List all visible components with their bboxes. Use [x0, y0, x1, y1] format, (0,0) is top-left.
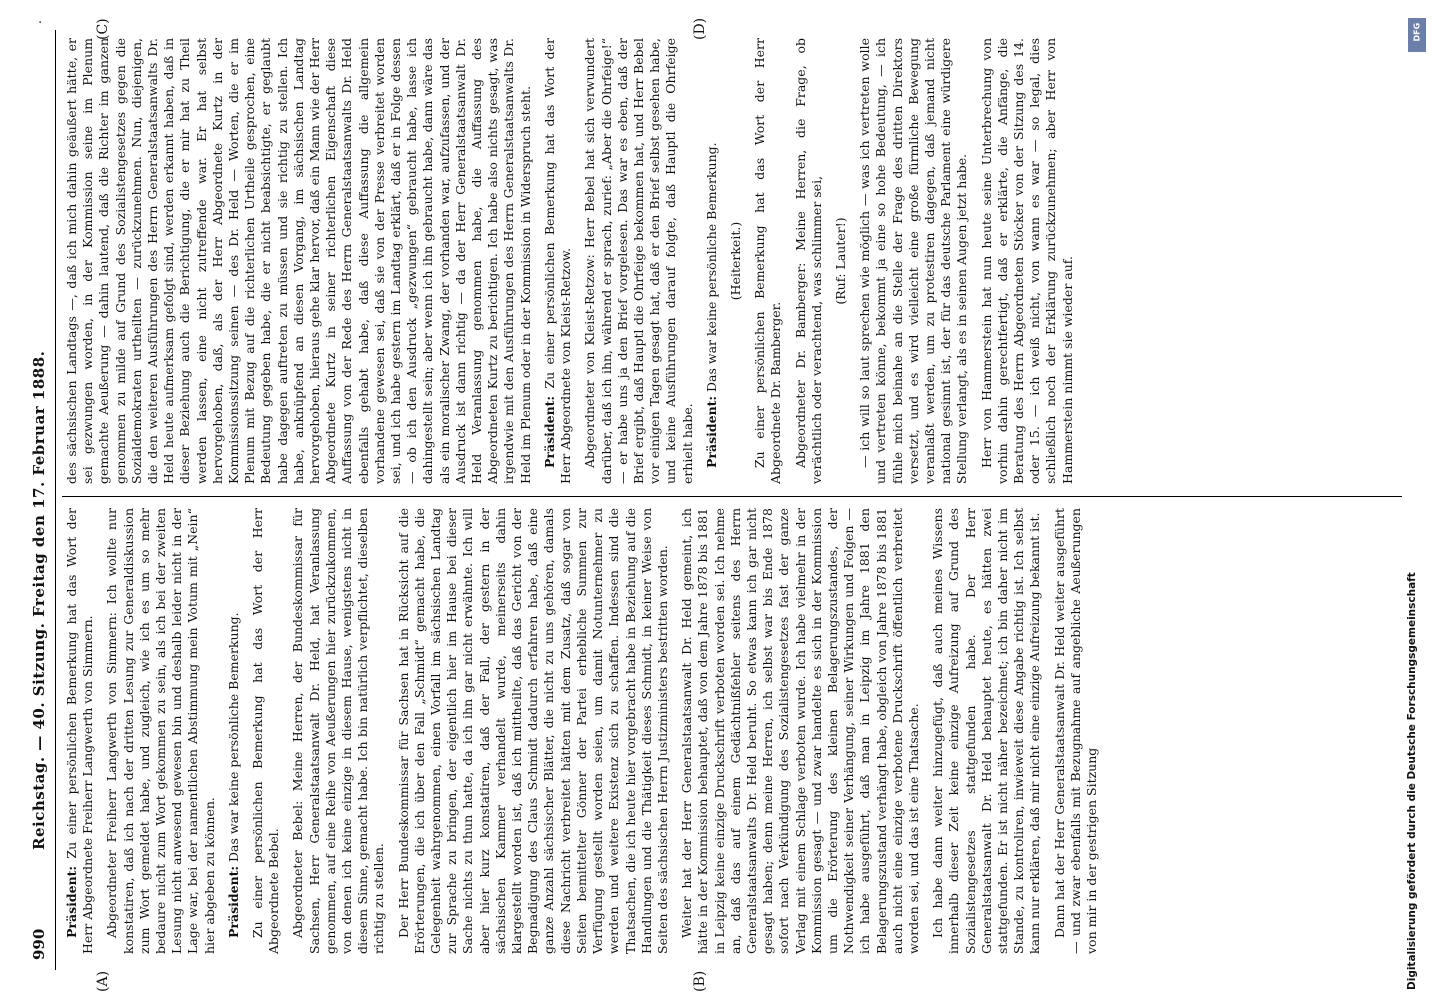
paragraph: [64, 508, 96, 954]
paragraph: Abgeordneter Dr. Bamberger: Meine Herren, die Frage, ob verächtlich oder verachtend, was schlimmer sei,: [792, 38, 824, 484]
paragraph: [704, 38, 720, 484]
paragraph: Der Herr Bundeskommissar für Sachsen hat in Rücksicht auf die Erörterungen, die ich über den Fall „Schmidt“ gemacht habe, die Gelegenheit wahrgenommen, einen Vorfall im sächsischen Landtag zur Sprache zu bringen, der eigentlich hier im Hause bei dieser Sache nichts zu thun hatte, da ich ihn gar nicht erwähnte. Ich will aber hier kurz konstatiren, daß der Fall, der gestern in der sächsischen Kammer verhandelt wurde, meinerseits dahin klargestellt worden ist, daß ich mittheilte, daß das Gericht von der Begnadigung des Claus Schmidt dadurch erfahren habe, daß eine ganze Anzahl sächsischer Blätter, die nicht zu uns gehören, damals diese Nachricht verbreitet hätten mit dem Zusatz, daß sogar von Seiten bemittelter Gönner der Partei erhebliche Summen zur Verfügung gestellt worden seien, um damit Notunternehmer zu werden und weitere Existenz sich zu schaffen. Indessen sind die Thatsachen, die ich heute hier vorgebracht habe in Beziehung auf die Handlungen und die Thätigkeit dieses Schmidt, in keiner Weise von Seiten des sächsischen Herrn Justizministers bestritten worden.: [395, 508, 670, 954]
page-title: Reichstag. — 40. Sitzung. Freitag den 17. Februar 1888.: [30, 350, 48, 850]
margin-mark-a: (A): [95, 970, 111, 992]
margin-mark-c: (C): [95, 18, 111, 40]
paragraph: Ich habe dann weiter hinzugefügt, daß auch meines Wissens innerhalb dieser Zeit keine einzige Aufreizung auf Grund des Sozialistengesetzes stattgefunden habe. Der Herr Generalstaatsanwalt Dr. Held behauptet heute, es hätten zwei stattgefunden. Er ist nicht näher bezeichnet; ich bin daher nicht im Stande, zu kontroliren, inwieweit diese Angabe richtig ist. Ich selbst kann nur erklären, daß mir nicht eine einzige Aufreizung bekannt ist.: [930, 508, 1043, 954]
header-mark: .: [30, 20, 45, 25]
column-divider: [62, 496, 1402, 497]
paragraph: [542, 38, 574, 484]
page-number: 990: [30, 928, 48, 960]
left-column: [64, 508, 1394, 954]
paragraph-text: Das war keine persönliche Bemerkung.: [225, 612, 241, 866]
speaker-label: Präsident:: [703, 395, 719, 468]
speaker-label: Präsident:: [64, 865, 79, 938]
speaker-label: Präsident:: [225, 865, 241, 938]
header-rule: [55, 30, 56, 970]
margin-mark-d: (D): [692, 17, 708, 40]
paragraph: — ich will so laut sprechen wie möglich — was ich vertreten wolle und vertreten könne, bekommt ja eine so hohe Bedeutung, — ich fühle mich beinahe an die Stelle der Frage des dritten Direktors versetzt, und es wird vielleicht eine große fürmliche Bewegung veranlaßt werden, um zu protestiren dagegen, daß jemand nicht national gesinnt ist, der für das deutsche Parlament eine würdigere Stellung verlangt, als es in seinen Augen jetzt habe.: [857, 38, 970, 484]
paragraph: Zu einer persönlichen Bemerkung hat das Wort der Herr Abgeordnete Dr. Bamberger.: [752, 38, 784, 484]
paragraph: des sächsischen Landtags —, daß ich mich dahin geäußert hätte, er sei gezwungen worden, in der Kommission seine im Plenum gemachte Aeußerung — dahin lautend, daß die Richter im ganzen genommen zu milde auf Grund des Sozialistengesetzes gegen die Sozialdemokraten urtheilten — zurückzunehmen. Nun, diejenigen, die den weiteren Ausführungen des Herrn Generalstaatsanwalts Dr. Held heute aufmerksam gefolgt sind, werden erkannt haben, daß in dieser Beziehung auch die Berichtigung, die er mir hat zu Theil werden lassen, eine nicht zutreffende war. Er hat selbst hervorgehoben, daß, als der Herr Abgeordnete Kurtz in der Kommissionssitzung seinen — des Dr. Held — Worten, die er im Plenum mit Bezug auf die richterlichen Urtheile gesprochen, eine Bedeutung gegeben habe, die er nicht beabsichtigte, er geglaubt habe dagegen auftreten zu müssen und sie richtig zu stellen. Ich habe, anknüpfend an diesen Vorgang, im sächsischen Landtag hervorgehoben, hieraus gehe klar hervor, daß ein Mann wie der Herr Abgeordnete Kurtz in seiner richterlichen Eigenschaft diese Auffassung von der Rede des Herrn Generalstaatsanwalts Dr. Held ebenfalls gehabt habe, daß diese Auffassung die allgemein vorhandene gewesen sei, daß sie von der Presse verbreitet worden sei, und ich habe gestern im Landtag erklärt, daß er in Folge dessen — ob ich den Ausdruck „gezwungen“ gebraucht habe, lasse ich dahingestellt sein; aber wenn ich ihn gebraucht habe, dann wäre das als ein moralischer Zwang, der vorhanden war, aufzufassen, und der Ausdruck ist dann richtig — da der Herr Generalstaatsanwalt Dr. Held Veranlassung genommen habe, die Auffassung des Abgeordneten Kurtz zu berichtigen. Ich habe also nichts gesagt, was irgendwie mit den Ausführungen des Herrn Generalstaatsanwalts Dr. Held im Plenum oder in der Kommission in Widerspruch steht.: [64, 38, 533, 484]
paragraph: Dann hat der Herr Generalstaatsanwalt Dr. Held weiter ausgeführt — und zwar ebenfalls mit Bezugnahme auf angebliche Aeußerungen von mir in der gestrigen Sitzung: [1051, 508, 1099, 954]
paragraph-text: Zu einer persönlichen Bemerkung hat das Wort der Herr Abgeordnete von Kleist-Retzow.: [541, 38, 574, 484]
paragraph-text: Das war keine persönliche Bemerkung.: [703, 142, 719, 396]
digitization-sidebar: [1404, 0, 1430, 1000]
paragraph: [226, 508, 242, 954]
interjection: (Heiterkeit.): [727, 221, 743, 301]
interjection: (Ruf: Lauter!): [832, 217, 848, 305]
paragraph: Herr von Hammerstein hat nun heute seine Unterbrechung von vorhin dahin gerechtfertigt, daß er erklärte, die Anfänge, die Beratung des Herrn Abgeordneten Stöcker von der Sitzung des 14. oder 15. — ich weiß nicht, von wann es war — so legal, dies schließlich noch der Erklärung zurückzunehmen; aber Herr von Hammerstein nimmt sie wieder auf.: [978, 38, 1075, 484]
speaker-label: Präsident:: [541, 395, 557, 468]
paragraph: Zu einer persönlichen Bemerkung hat das Wort der Herr Abgeordnete Bebel.: [250, 508, 282, 954]
margin-mark-b: (B): [692, 970, 708, 992]
paragraph: Abgeordneter Freiherr Langwerth von Simmern: Ich wollte nur konstatiren, daß ich nach der dritten Lesung zur Generaldiskussion zum Wort gemeldet habe, und zugleich, wie ich es um so mehr bedaure nicht zum Wort gekommen zu sein, als ich bei der zweiten Lesung nicht anwesend gewesen bin und deshalb leider nicht in der Lage war, bei der namentlichen Abstimmung mein Votum mit „Nein“ hier abgeben zu können.: [104, 508, 217, 954]
digitization-notice: Digitalisierung gefördert durch die Deutsche Forschungsgemeinschaft: [1406, 572, 1418, 990]
right-column: [64, 38, 1394, 484]
logo-text: DFG: [1412, 22, 1422, 42]
paragraph: Weiter hat der Herr Generalstaatsanwalt Dr. Held gemeint, ich hätte in der Kommission behauptet, daß von dem Jahre 1878 bis 1881 in Leipzig keine einzige Druckschrift verboten worden sei. Ich nehme an, daß das auf einem Gedächtnißfehler seitens des Herrn Generalstaatsanwalts Dr. Held beruht. So etwas kann ich gar nicht gesagt haben; denn meine Herren, ich selbst war bis Ende 1878 sofort nach Verkündigung des Sozialistengesetzes fast der ganze Verlag mit einem Schlage verboten wurde. Ich habe vielmehr in der Kommission gesagt — und zwar handelte es sich in der Kommission um die Erörterung des kleinen Belagerungszustandes, der Nothwendigkeit seiner Verhängung, seiner Wirkungen und Folgen — ich habe ausgeführt, daß man in Leipzig im Jahre 1881 den Belagerungszustand verhängt habe, obgleich von Jahre 1878 bis 1881 auch nicht eine einzige verbotene Druckschrift öffentlich verbreitet worden sei, und das ist eine Thatsache.: [679, 508, 921, 954]
paragraph: Abgeordneter von Kleist-Retzow: Herr Bebel hat sich verwundert darüber, daß ich ihn, während er sprach, zurief: „Aber die Ohrfeige!“ — er habe uns ja den Brief vorgelesen. Das war es eben, daß der Brief ergibt, daß Hauptl die Ohrfeige bekommen hat, und Herr Bebel vor einigen Tagen gesagt hat, daß er den Brief selbst gesehen habe, und keine Ausführungen darauf folgte, daß Hauptl die Ohrfeige erhielt habe.: [582, 38, 695, 484]
paragraph: Abgeordneter Bebel: Meine Herren, der Bundeskommissar für Sachsen, Herr Generalstaatsanwalt Dr. Held, hat Veranlassung genommen, auf eine Reihe von Aeußerungen hier zurückzukommen, von denen ich keine einzige in diesem Hause, wenigstens nicht in diesem Sinne, gemacht habe. Ich bin natürlich verpflichtet, dieselben richtig zu stellen.: [290, 508, 387, 954]
paragraph-text: Zu einer persönlichen Bemerkung hat das Wort der Herr Abgeordnete Freiherr Langwerth von Simmern.: [64, 508, 96, 954]
